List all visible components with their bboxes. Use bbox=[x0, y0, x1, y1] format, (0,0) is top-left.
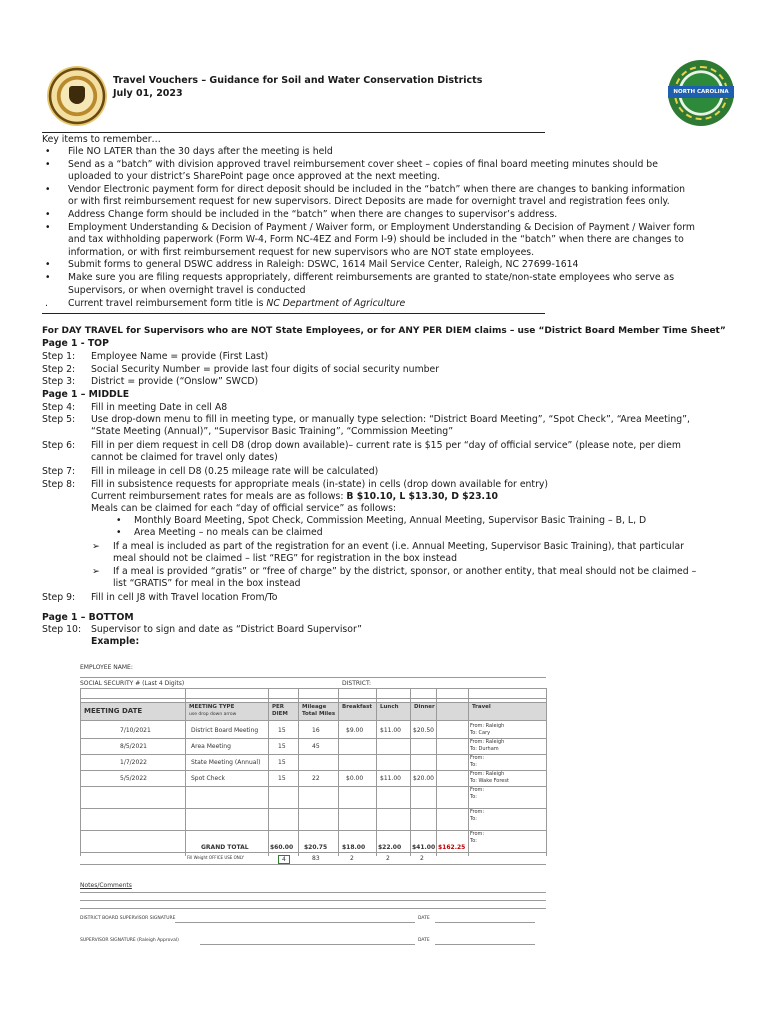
last-item-bullet: . bbox=[45, 298, 48, 309]
row-breakfast: $9.00 bbox=[346, 727, 364, 734]
row-lunch: $11.00 bbox=[380, 775, 401, 782]
row-date: 8/5/2021 bbox=[120, 743, 147, 750]
date-label: DATE bbox=[418, 916, 430, 921]
meal-note: list “GRATIS” for meal in the box instead bbox=[113, 578, 301, 589]
key-item-line: File NO LATER than the 30 days after the meeting is held bbox=[68, 146, 333, 157]
divider bbox=[42, 313, 545, 314]
ssn-label: SOCIAL SECURITY # (Last 4 Digits) bbox=[80, 680, 185, 687]
row-travel: From: bbox=[470, 755, 485, 761]
grid-line bbox=[80, 900, 546, 901]
bullet: • bbox=[45, 183, 51, 195]
signature-line-1: DISTRICT BOARD SUPERVISOR SIGNATURE bbox=[80, 916, 176, 921]
page-top-heading: Page 1 - TOP bbox=[42, 338, 109, 349]
step-8-label: Step 8: bbox=[42, 479, 76, 490]
date-rule bbox=[435, 922, 535, 923]
grand-total-lunch: $22.00 bbox=[378, 844, 402, 851]
row-travel: From: bbox=[470, 831, 485, 837]
row-miles: 16 bbox=[312, 727, 320, 734]
step-4-label: Step 4: bbox=[42, 402, 76, 413]
grand-total-breakfast: $18.00 bbox=[342, 844, 366, 851]
step-text: District = provide (“Onslow” SWCD) bbox=[91, 376, 259, 387]
row-lunch: $11.00 bbox=[380, 727, 401, 734]
date-rule bbox=[435, 944, 535, 945]
step-5-label: Step 5: bbox=[42, 414, 76, 425]
row-travel: From: Raleigh bbox=[470, 771, 505, 777]
column-header: Travel bbox=[472, 704, 491, 710]
district-seal-icon bbox=[47, 66, 107, 126]
row-type: State Meeting (Annual) bbox=[191, 759, 261, 766]
key-item-line: Vendor Electronic payment form for direct deposit should be included in the “batch” when there are changes to banking information bbox=[68, 183, 686, 195]
key-item-line: and tax withholding paperwork (Form W-4, Form NC-4EZ and Form I-9) should be included in the “batch” when there are changes to bbox=[68, 234, 684, 246]
grand-total-sum: $162.25 bbox=[438, 844, 466, 851]
count-breakfast: 2 bbox=[350, 855, 354, 862]
step-6-line: cannot be claimed for travel only dates) bbox=[91, 452, 278, 463]
row-per-diem: 15 bbox=[278, 775, 286, 782]
grid-line bbox=[80, 908, 546, 909]
column-header: MEETING TYPE bbox=[189, 704, 235, 710]
bullet: • bbox=[45, 272, 51, 283]
row-dinner: $20.50 bbox=[413, 727, 434, 734]
key-item-line: Address Change form should be included in the “batch” when there are changes to supervisor’s address. bbox=[68, 209, 558, 220]
key-item-line: Supervisors, or when overnight travel is conducted bbox=[68, 284, 306, 296]
row-travel: To: bbox=[470, 762, 477, 768]
step-5-line: Use drop-down menu to fill in meeting type, or manually type selection: “District Board Meeting”, “Spot Check”, “Area Meeting”, bbox=[91, 414, 690, 425]
step-5-line: “State Meeting (Annual)”, “Supervisor Basic Training”, “Commission Meeting” bbox=[91, 426, 454, 437]
divider bbox=[42, 132, 545, 133]
last-item: Current travel reimbursement form title is NC Department of Agriculture bbox=[68, 298, 406, 309]
grid-line bbox=[80, 698, 546, 699]
row-travel: From: bbox=[470, 787, 485, 793]
bullet: • bbox=[45, 158, 51, 170]
key-items-heading: Key items to remember… bbox=[42, 134, 161, 145]
grid-line bbox=[80, 892, 546, 893]
grid-line bbox=[80, 702, 546, 703]
page-middle-heading: Page 1 – MIDDLE bbox=[42, 389, 130, 400]
key-item-line: Send as a “batch” with division approved travel reimbursement cover sheet – copies of final board meeting minutes should be bbox=[68, 158, 658, 170]
page-bottom-heading: Page 1 – BOTTOM bbox=[42, 612, 134, 623]
step-6-line: Fill in per diem request in cell D8 (drop down available)– current rate is $15 per “day of official service” (please note, per diem bbox=[91, 440, 681, 451]
grand-total-label: GRAND TOTAL bbox=[201, 844, 249, 851]
step-10-label: Step 10: bbox=[42, 624, 82, 635]
day-travel-heading: For DAY TRAVEL for Supervisors who are NOT State Employees, or for ANY PER DIEM claims – use “District Board Member Time Sheet” bbox=[42, 326, 726, 336]
key-item-line: information, or with first reimbursement request for new supervisors who are NOT state employees. bbox=[68, 246, 535, 258]
row-travel: To: bbox=[470, 816, 477, 822]
bullet: • bbox=[116, 515, 122, 526]
key-item-line: Make sure you are filing requests appropriately, different reimbursements are granted to state/non-state employees who serve as bbox=[68, 272, 675, 283]
seal-text: NORTH CAROLINA bbox=[668, 86, 734, 98]
bullet: • bbox=[45, 221, 51, 233]
row-travel: To: bbox=[470, 838, 477, 844]
signature-rule bbox=[175, 922, 415, 923]
grid-line bbox=[80, 677, 546, 678]
step-10-text: Supervisor to sign and date as “District Board Supervisor” bbox=[91, 624, 362, 635]
column-header: PER DIEM bbox=[272, 704, 288, 717]
step-text: Social Security Number = provide last four digits of social security number bbox=[91, 363, 440, 375]
row-travel: To: Wake Forest bbox=[470, 778, 509, 784]
signature-line-2: SUPERVISOR SIGNATURE (Raleigh Approval) bbox=[80, 938, 179, 943]
district-label: DISTRICT: bbox=[342, 680, 372, 687]
example-label: Example: bbox=[91, 636, 140, 647]
grid-line bbox=[80, 688, 546, 689]
bullet: • bbox=[116, 527, 122, 538]
step-7-text: Fill in mileage in cell D8 (0.25 mileage rate will be calculated) bbox=[91, 466, 379, 477]
row-date: 5/5/2022 bbox=[120, 775, 147, 782]
grand-total-miles: $20.75 bbox=[304, 844, 328, 851]
column-header: Breakfast bbox=[342, 704, 373, 710]
row-miles: 45 bbox=[312, 743, 320, 750]
column-header: MEETING DATE bbox=[84, 707, 143, 715]
count-per-diem: 4 bbox=[278, 855, 290, 864]
count-lunch: 2 bbox=[386, 855, 390, 862]
bullet: • bbox=[45, 146, 51, 157]
meal-rule: Area Meeting – no meals can be claimed bbox=[134, 527, 323, 538]
column-header: Mileage Total Miles bbox=[302, 704, 336, 717]
key-item-line: or with first reimbursement request for new supervisors. Direct Deposits are made for overnight travel and registration fees only. bbox=[68, 196, 670, 208]
column-header: Lunch bbox=[380, 704, 399, 710]
step-label: Step 2: bbox=[42, 363, 76, 375]
meal-rates: Current reimbursement rates for meals are as follows: B $10.10, L $13.30, D $23.10 bbox=[91, 491, 499, 502]
date-label: DATE bbox=[418, 938, 430, 943]
step-label: Step 3: bbox=[42, 376, 76, 387]
row-per-diem: 15 bbox=[278, 727, 286, 734]
step-7-label: Step 7: bbox=[42, 466, 76, 477]
row-breakfast: $0.00 bbox=[346, 775, 364, 782]
meal-note: If a meal is included as part of the registration for an event (i.e. Annual Meeting, Supervisor Basic Training), that particular bbox=[113, 541, 684, 552]
total-line bbox=[80, 852, 436, 853]
bullet: • bbox=[45, 209, 51, 220]
key-item-line: Employment Understanding & Decision of Payment / Waiver form, or Employment Understanding & Decision of Payment / Waiver form bbox=[68, 221, 695, 233]
page-title bbox=[113, 74, 482, 100]
column-header: Dinner bbox=[414, 704, 435, 710]
signature-rule bbox=[200, 944, 415, 945]
grid-line bbox=[546, 688, 547, 856]
title-line-2: July 01, 2023 bbox=[113, 88, 183, 99]
count-row-label: Fill Weight OFFICE USE ONLY bbox=[187, 855, 244, 860]
row-travel: To: bbox=[470, 794, 477, 800]
row-type: District Board Meeting bbox=[191, 727, 259, 734]
meal-note: If a meal is provided “gratis” or “free of charge” by the district, sponsor, or another entity, that meal should not be claimed – bbox=[113, 566, 697, 577]
grand-total-per-diem: $60.00 bbox=[270, 844, 294, 851]
arrow-icon: ➢ bbox=[92, 541, 100, 552]
row-per-diem: 15 bbox=[278, 743, 286, 750]
row-type: Spot Check bbox=[191, 775, 226, 782]
row-travel: To: Durham bbox=[470, 746, 499, 752]
count-dinner: 2 bbox=[420, 855, 424, 862]
step-4-text: Fill in meeting Date in cell A8 bbox=[91, 402, 228, 413]
grid-line bbox=[80, 720, 546, 721]
step-label: Step 1: bbox=[42, 351, 76, 362]
grid-line bbox=[80, 864, 546, 865]
grand-total-dinner: $41.00 bbox=[412, 844, 436, 851]
row-travel: From: Raleigh bbox=[470, 739, 505, 745]
step-8-line: Fill in subsistence requests for appropriate meals (in-state) in cells (drop down available for entry) bbox=[91, 479, 549, 490]
row-travel: From: Raleigh bbox=[470, 723, 505, 729]
bullet: • bbox=[45, 259, 51, 271]
notes-label: Notes/Comments bbox=[80, 882, 132, 889]
row-travel: To: Cary bbox=[470, 730, 491, 736]
row-date: 7/10/2021 bbox=[120, 727, 151, 734]
north-carolina-seal-icon bbox=[668, 60, 734, 126]
example-form bbox=[80, 664, 546, 954]
title-line-1: Travel Vouchers – Guidance for Soil and Water Conservation Districts bbox=[113, 75, 483, 86]
step-6-label: Step 6: bbox=[42, 440, 76, 451]
key-item-line: Submit forms to general DSWC address in Raleigh: DSWC, 1614 Mail Service Center, Raleigh, NC 27699-1614 bbox=[68, 259, 579, 271]
count-miles: 83 bbox=[312, 855, 320, 862]
meal-rule: Monthly Board Meeting, Spot Check, Commission Meeting, Annual Meeting, Supervisor Basic Training – B, L, D bbox=[134, 515, 647, 526]
row-dinner: $20.00 bbox=[413, 775, 434, 782]
key-item-line: uploaded to your district’s SharePoint page once approved at the next meeting. bbox=[68, 171, 441, 183]
column-subheader: use drop down arrow bbox=[189, 712, 237, 717]
employee-name-label: EMPLOYEE NAME: bbox=[80, 664, 133, 671]
row-per-diem: 15 bbox=[278, 759, 286, 766]
arrow-icon: ➢ bbox=[92, 566, 100, 577]
step-9-label: Step 9: bbox=[42, 592, 76, 603]
row-date: 1/7/2022 bbox=[120, 759, 147, 766]
step-9-text: Fill in cell J8 with Travel location From/To bbox=[91, 592, 278, 603]
row-type: Area Meeting bbox=[191, 743, 231, 750]
row-travel: From: bbox=[470, 809, 485, 815]
meal-note: meal should not be claimed – list “REG” for registration in the box instead bbox=[113, 553, 457, 564]
step-8-line: Meals can be claimed for each “day of official service” as follows: bbox=[91, 503, 397, 514]
row-miles: 22 bbox=[312, 775, 320, 782]
step-text: Employee Name = provide (First Last) bbox=[91, 351, 269, 362]
